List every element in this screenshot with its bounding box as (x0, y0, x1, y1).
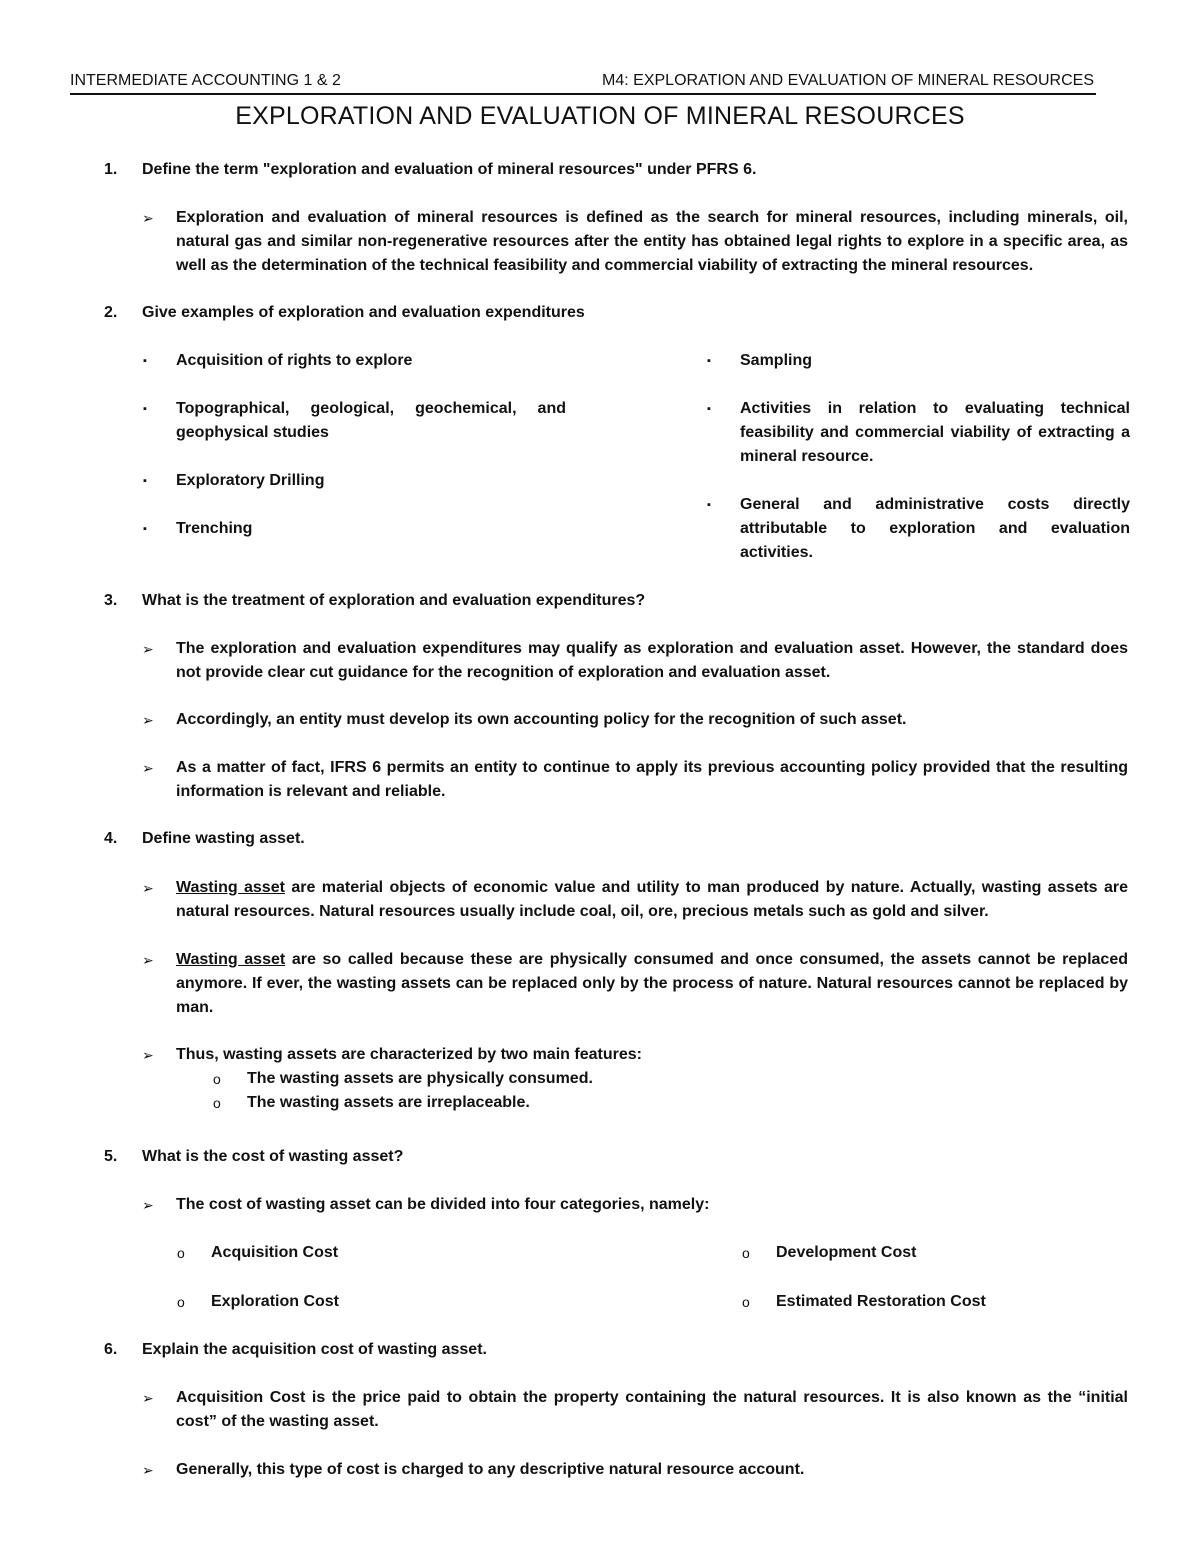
arrow-bullet-icon: ➢ (142, 1390, 154, 1406)
answer-paragraph: Generally, this type of cost is charged to any descriptive natural resource account. (176, 1461, 805, 1478)
list-item: Sampling (740, 352, 813, 369)
square-bullet-icon: ▪ (143, 403, 147, 415)
arrow-bullet-icon: ➢ (142, 1462, 154, 1478)
cost-item: Exploration Cost (211, 1293, 340, 1310)
arrow-bullet-icon: ➢ (142, 1047, 154, 1063)
list-item: Activities in relation to evaluating technical feasibility and commercial viability of extracting a mineral resource. (740, 400, 1130, 465)
arrow-bullet-icon: ➢ (142, 760, 154, 776)
circle-bullet-icon: o (213, 1095, 221, 1111)
square-bullet-icon: ▪ (143, 523, 147, 535)
header-course: INTERMEDIATE ACCOUNTING 1 & 2 (70, 72, 341, 89)
list-item: Exploratory Drilling (176, 472, 325, 489)
answer-paragraph (176, 876, 1128, 924)
underlined-term: Wasting asset (176, 951, 286, 968)
question-number: 1. (104, 161, 118, 178)
answer-paragraph: As a matter of fact, IFRS 6 permits an entity to continue to apply its previous accounting policy provided that the resulting information is relevant and reliable. (176, 759, 1128, 800)
list-item: Acquisition of rights to explore (176, 352, 413, 369)
feature-item: The wasting assets are irreplaceable. (247, 1094, 530, 1111)
circle-bullet-icon: o (177, 1294, 185, 1310)
question-number: 3. (104, 592, 118, 609)
question-text: Define the term "exploration and evaluation of mineral resources" under PFRS 6. (142, 161, 757, 178)
answer-paragraph: Thus, wasting assets are characterized by two main features: (176, 1046, 642, 1063)
arrow-bullet-icon: ➢ (142, 210, 154, 226)
answer-paragraph: Accordingly, an entity must develop its own accounting policy for the recognition of such asset. (176, 711, 907, 728)
question-number: 5. (104, 1148, 118, 1165)
list-item: Topographical, geological, geochemical, and geophysical studies (176, 400, 566, 441)
header-module: M4: EXPLORATION AND EVALUATION OF MINERAL RESOURCES (602, 72, 1094, 89)
answer-text: are so called because these are physically consumed and once consumed, the assets cannot be replaced anymore. If ever, the wasting assets can be replaced only by the process of nature. Natural resources cannot be replaced by man. (176, 951, 1128, 1016)
arrow-bullet-icon: ➢ (142, 1197, 154, 1213)
question-text: Define wasting asset. (142, 830, 305, 847)
question-number: 2. (104, 304, 118, 321)
list-item: General and administrative costs directly attributable to exploration and evaluation activities. (740, 496, 1130, 561)
arrow-bullet-icon: ➢ (142, 880, 154, 896)
question-number: 4. (104, 830, 118, 847)
answer-paragraph: Exploration and evaluation of mineral resources is defined as the search for mineral resources, including minerals, oil, natural gas and similar non-regenerative resources after the entity has obtained legal rights to explore in a specific area, as well as the determination of the technical feasibility and commercial viability of extracting the mineral resources. (176, 209, 1128, 274)
arrow-bullet-icon: ➢ (142, 712, 154, 728)
list-item: Trenching (176, 520, 253, 537)
underlined-term: Wasting asset (176, 879, 285, 896)
cost-item: Development Cost (776, 1244, 917, 1261)
circle-bullet-icon: o (177, 1245, 185, 1261)
page-title: EXPLORATION AND EVALUATION OF MINERAL RESOURCES (235, 102, 965, 130)
square-bullet-icon: ▪ (707, 403, 711, 415)
running-header (70, 71, 1096, 95)
question-text: What is the cost of wasting asset? (142, 1148, 404, 1165)
square-bullet-icon: ▪ (707, 499, 711, 511)
answer-paragraph: The exploration and evaluation expenditures may qualify as exploration and evaluation asset. However, the standard does not provide clear cut guidance for the recognition of exploration and evaluation asset. (176, 640, 1128, 681)
question-number: 6. (104, 1341, 118, 1358)
circle-bullet-icon: o (742, 1294, 750, 1310)
answer-paragraph (176, 948, 1128, 1020)
circle-bullet-icon: o (213, 1071, 221, 1087)
square-bullet-icon: ▪ (143, 355, 147, 367)
feature-item: The wasting assets are physically consumed. (247, 1070, 593, 1087)
cost-item: Estimated Restoration Cost (776, 1293, 986, 1310)
square-bullet-icon: ▪ (143, 475, 147, 487)
question-text: Explain the acquisition cost of wasting asset. (142, 1341, 487, 1358)
question-text: Give examples of exploration and evaluation expenditures (142, 304, 585, 321)
square-bullet-icon: ▪ (707, 355, 711, 367)
cost-item: Acquisition Cost (211, 1244, 339, 1261)
answer-paragraph: The cost of wasting asset can be divided into four categories, namely: (176, 1196, 710, 1213)
answer-text: are material objects of economic value and utility to man produced by nature. Actually, wasting assets are natural resources. Natural resources usually include coal, oil, ore, precious metals such as gold and silver. (176, 879, 1128, 920)
arrow-bullet-icon: ➢ (142, 641, 154, 657)
question-text: What is the treatment of exploration and evaluation expenditures? (142, 592, 646, 609)
arrow-bullet-icon: ➢ (142, 952, 154, 968)
circle-bullet-icon: o (742, 1245, 750, 1261)
answer-paragraph: Acquisition Cost is the price paid to obtain the property containing the natural resources. It is also known as the “initial cost” of the wasting asset. (176, 1389, 1128, 1430)
